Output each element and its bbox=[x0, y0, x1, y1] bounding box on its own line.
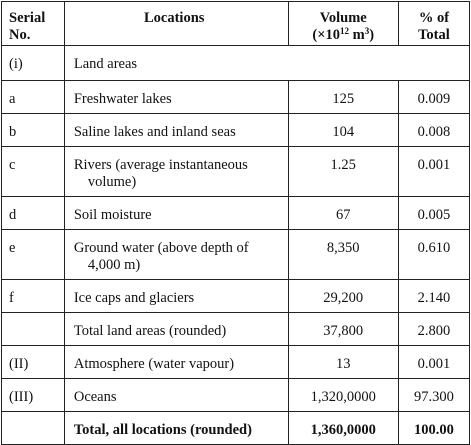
percent-cell: 97.300 bbox=[398, 379, 469, 412]
serial-cell: a bbox=[2, 81, 65, 114]
percent-cell: 0.001 bbox=[398, 147, 469, 197]
table-row-total-land bbox=[2, 313, 470, 346]
percent-cell: 2.140 bbox=[398, 280, 469, 313]
table-row bbox=[2, 280, 470, 313]
serial-cell: d bbox=[2, 197, 65, 230]
serial-cell: (III) bbox=[2, 379, 65, 412]
header-row bbox=[2, 2, 470, 46]
table-row bbox=[2, 346, 470, 379]
location-cell: Soil moisture bbox=[64, 197, 288, 230]
percent-cell: 2.800 bbox=[398, 313, 469, 346]
volume-cell: 1,360,0000 bbox=[288, 412, 398, 445]
volume-cell: 8,350 bbox=[288, 230, 398, 280]
table-row bbox=[2, 81, 470, 114]
table-row bbox=[2, 197, 470, 230]
location-cell: Total land areas (rounded) bbox=[64, 313, 288, 346]
location-cell: Saline lakes and inland seas bbox=[64, 114, 288, 147]
table-row bbox=[2, 230, 470, 280]
serial-cell: f bbox=[2, 280, 65, 313]
location-cell: Land areas bbox=[64, 46, 469, 81]
header-volume-unit: ($\times 10^{12}$ $m^3$) bbox=[312, 26, 375, 43]
table-row-grand-total bbox=[2, 412, 470, 445]
table-row-land-areas bbox=[2, 46, 470, 81]
serial-cell bbox=[2, 412, 65, 445]
serial-cell: b bbox=[2, 114, 65, 147]
volume-cell: 13 bbox=[288, 346, 398, 379]
table-row bbox=[2, 114, 470, 147]
serial-cell: (II) bbox=[2, 346, 65, 379]
header-percent-line2: Total bbox=[418, 27, 450, 43]
table-row bbox=[2, 379, 470, 412]
percent-cell: 100.00 bbox=[398, 412, 469, 445]
header-volume-line1: Volume bbox=[319, 10, 367, 26]
header-percent-line1: % of bbox=[418, 10, 450, 26]
serial-cell: c bbox=[2, 147, 65, 197]
percent-cell: 0.610 bbox=[398, 230, 469, 280]
location-cell: Freshwater lakes bbox=[64, 81, 288, 114]
location-cell: Rivers (average instantaneous volume) bbox=[64, 147, 288, 197]
volume-cell: 125 bbox=[288, 81, 398, 114]
header-serial-line2: No. bbox=[9, 27, 31, 43]
serial-cell: (i) bbox=[2, 46, 65, 81]
volume-cell: 37,800 bbox=[288, 313, 398, 346]
header-percent bbox=[398, 2, 469, 46]
volume-cell: 67 bbox=[288, 197, 398, 230]
location-cell: Atmosphere (water vapour) bbox=[64, 346, 288, 379]
percent-cell: 0.009 bbox=[398, 81, 469, 114]
water-distribution-table bbox=[1, 1, 470, 445]
location-cell: Total, all locations (rounded) bbox=[64, 412, 288, 445]
location-cell: Ground water (above depth of 4,000 m) bbox=[64, 230, 288, 280]
volume-cell: 104 bbox=[288, 114, 398, 147]
table-row bbox=[2, 147, 470, 197]
volume-cell: 1,320,0000 bbox=[288, 379, 398, 412]
location-cell: Oceans bbox=[64, 379, 288, 412]
location-cell: Ice caps and glaciers bbox=[64, 280, 288, 313]
percent-cell: 0.008 bbox=[398, 114, 469, 147]
volume-cell: 1.25 bbox=[288, 147, 398, 197]
header-locations: Locations bbox=[64, 2, 288, 46]
header-serial bbox=[2, 2, 65, 46]
serial-cell: e bbox=[2, 230, 65, 280]
header-volume bbox=[288, 2, 398, 46]
percent-cell: 0.005 bbox=[398, 197, 469, 230]
volume-cell: 29,200 bbox=[288, 280, 398, 313]
header-serial-line1: Serial bbox=[9, 10, 46, 26]
serial-cell bbox=[2, 313, 65, 346]
percent-cell: 0.001 bbox=[398, 346, 469, 379]
